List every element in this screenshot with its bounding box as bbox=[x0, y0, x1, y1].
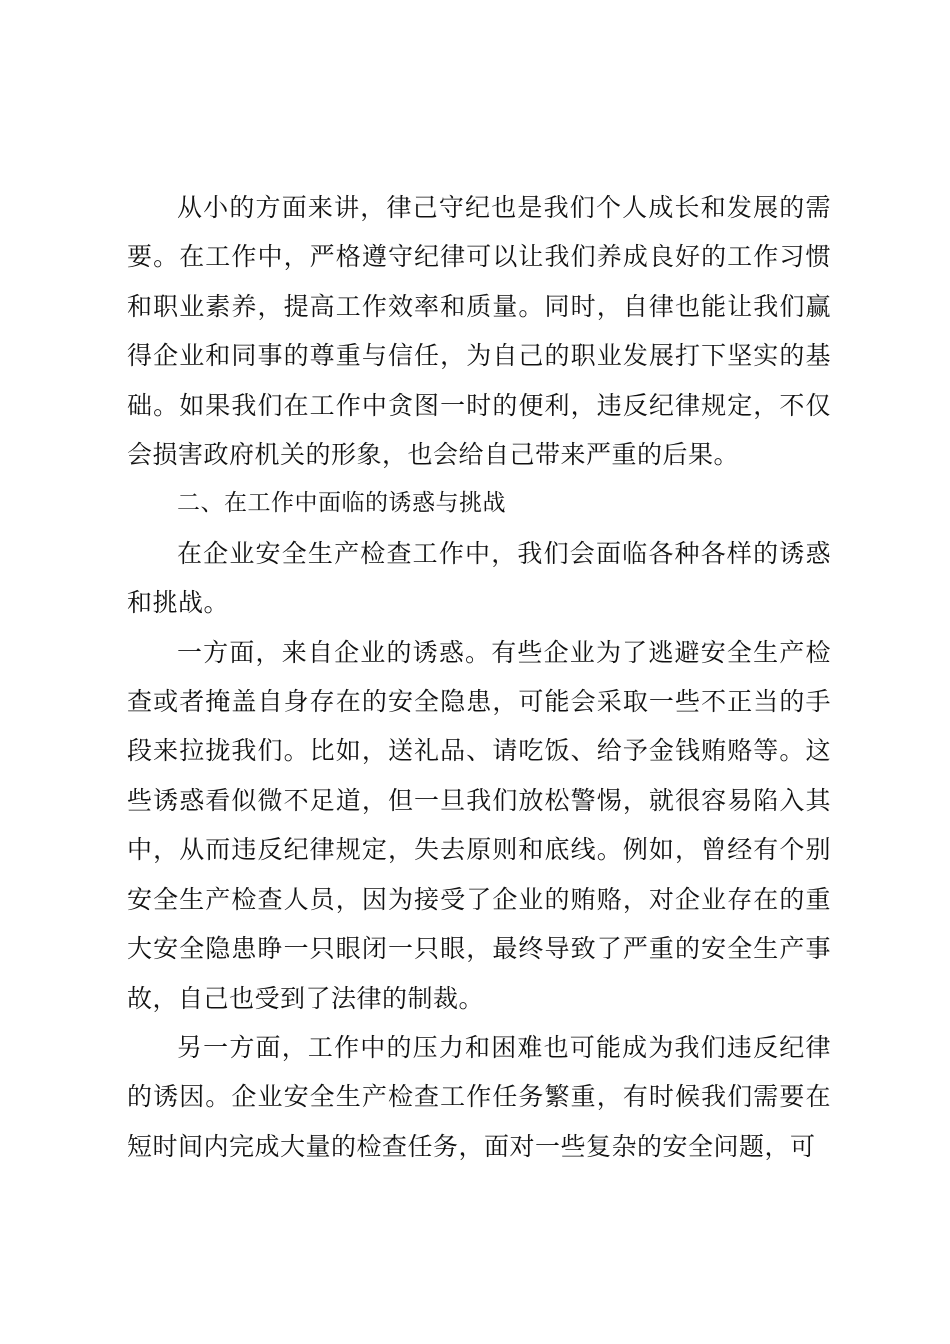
paragraph-personal-growth: 从小的方面来讲，律己守纪也是我们个人成长和发展的需要。在工作中，严格遵守纪律可以让我们养成良好的工作习惯和职业素养，提高工作效率和质量。同时，自律也能让我们赢得企业和同事的尊重与信任，为自己的职业发展打下坚实的基础。如果我们在工作中贪图一时的便利，违反纪律规定，不仅会损害政府机关的形象，也会给自己带来严重的后果。 bbox=[127, 193, 831, 470]
section-heading-temptations: 二、在工作中面临的诱惑与挑战 bbox=[177, 490, 506, 517]
paragraph-enterprise-temptation: 一方面，来自企业的诱惑。有些企业为了逃避安全生产检查或者掩盖自身存在的安全隐患，可能会采取一些不正当的手段来拉拢我们。比如，送礼品、请吃饭、给予金钱贿赂等。这些诱惑看似微不足道，但一旦我们放松警惕，就很容易陷入其中，从而违反纪律规定，失去原则和底线。例如，曾经有个别安全生产检查人员，因为接受了企业的贿赂，对企业存在的重大安全隐患睁一只眼闭一只眼，最终导致了严重的安全生产事故，自己也受到了法律的制裁。 bbox=[127, 637, 831, 1013]
paragraph-work-pressure: 另一方面，工作中的压力和困难也可能成为我们违反纪律的诱因。企业安全生产检查工作任务繁重，有时候我们需要在短时间内完成大量的检查任务，面对一些复杂的安全问题，可 bbox=[127, 1032, 831, 1161]
document-body bbox=[127, 183, 831, 1171]
paragraph-intro-temptations: 在企业安全生产检查工作中，我们会面临各种各样的诱惑和挑战。 bbox=[127, 538, 831, 618]
